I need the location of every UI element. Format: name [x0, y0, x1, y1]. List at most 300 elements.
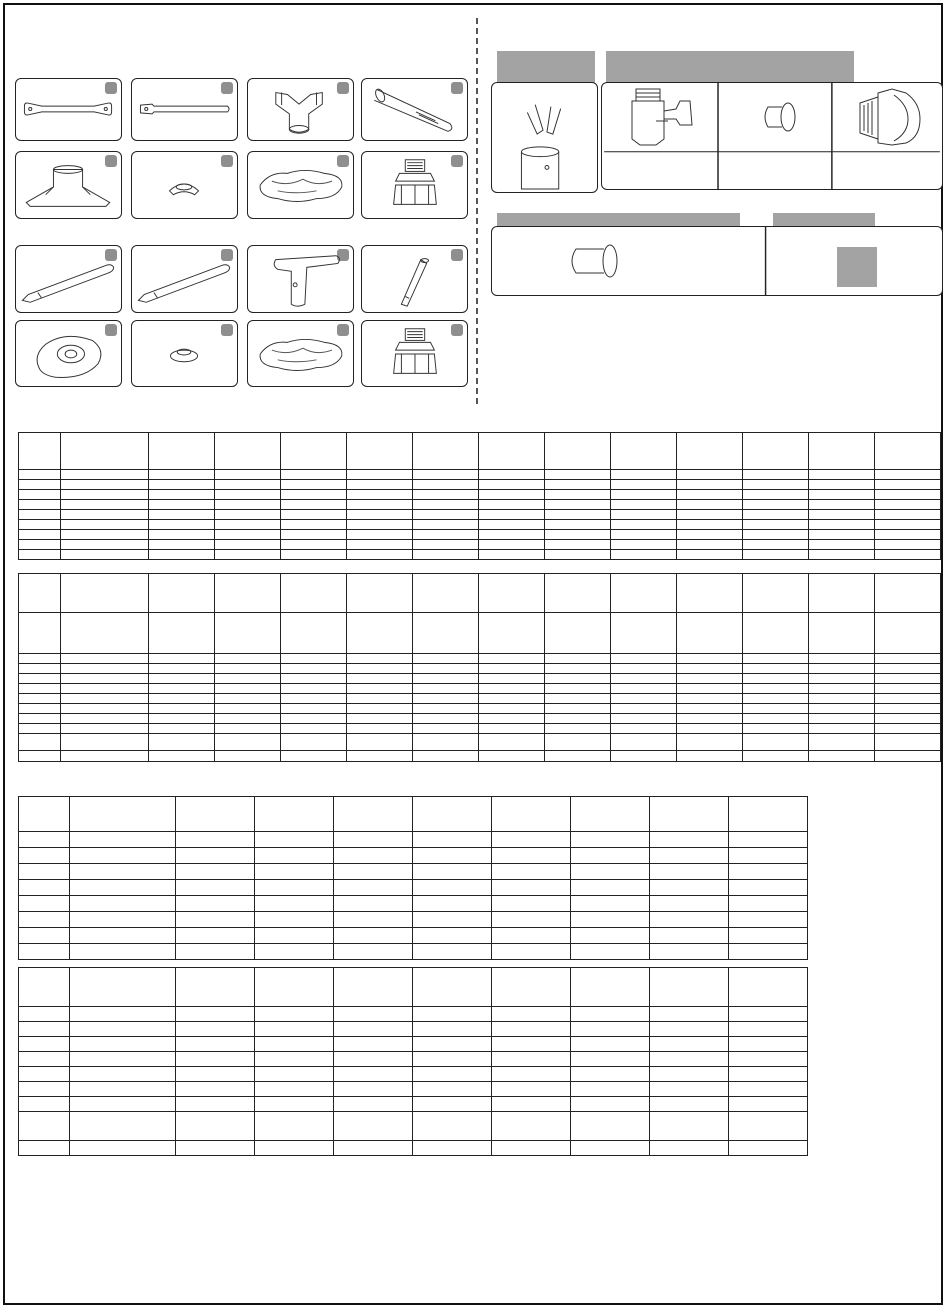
table-cell: [334, 912, 413, 928]
table-cell: [19, 664, 61, 674]
table-cell: [677, 664, 743, 674]
table-cell: [545, 734, 611, 751]
table-cell: [61, 530, 149, 540]
table-cell: [809, 684, 875, 694]
table-cell: [875, 433, 941, 470]
table-cell: [413, 880, 492, 896]
table-row: [19, 490, 941, 500]
table-cell: [61, 510, 149, 520]
table-cell: [255, 1037, 334, 1052]
table-cell: [149, 674, 215, 684]
table-cell: [650, 1052, 729, 1067]
table-cell: [809, 694, 875, 704]
table-cell: [677, 500, 743, 510]
table-cell: [19, 674, 61, 684]
table-cell: [413, 654, 479, 664]
table-cell: [743, 530, 809, 540]
table-cell: [255, 880, 334, 896]
table-cell: [479, 490, 545, 500]
table-row: [19, 751, 941, 762]
table-cell: [255, 1097, 334, 1112]
table-cell: [479, 724, 545, 734]
table-cell: [70, 1052, 176, 1067]
table-cell: [611, 520, 677, 530]
table-cell: [611, 664, 677, 674]
table-cell: [729, 968, 808, 1007]
table-cell: [255, 797, 334, 832]
table-cell: [492, 1141, 571, 1156]
table-cell: [149, 470, 215, 480]
vertical-leg-icon: [362, 246, 467, 312]
table-cell: [809, 724, 875, 734]
table-cell: [176, 1022, 255, 1037]
table-cell: [413, 664, 479, 674]
dashed-divider: [476, 18, 478, 404]
table-cell: [650, 1112, 729, 1141]
table-cell: [677, 490, 743, 500]
table-cell: [334, 968, 413, 1007]
table-cell: [334, 864, 413, 880]
table-cell: [61, 674, 149, 684]
table-cell: [334, 1007, 413, 1022]
table-cell: [809, 500, 875, 510]
table-cell: [149, 480, 215, 490]
table-cell: [545, 540, 611, 550]
table-cell: [743, 714, 809, 724]
table-cell: [70, 1037, 176, 1052]
table-cell: [479, 540, 545, 550]
table-cell: [19, 550, 61, 560]
table-cell: [334, 1022, 413, 1037]
table-cell: [19, 613, 61, 654]
table-cell: [347, 751, 413, 762]
horizontal-beam-icon: [16, 246, 121, 312]
table-cell: [571, 1052, 650, 1067]
table-cell: [809, 704, 875, 714]
table-cell: [479, 500, 545, 510]
pool-liner-icon: [248, 321, 353, 386]
table-cell: [611, 613, 677, 654]
table-cell: [281, 550, 347, 560]
table-cell: [334, 896, 413, 912]
table-cell: [743, 520, 809, 530]
table-cell: [479, 510, 545, 520]
part-card: [131, 78, 238, 141]
table-cell: [650, 1082, 729, 1097]
table-cell: [413, 864, 492, 880]
table-cell: [281, 433, 347, 470]
table-cell: [729, 928, 808, 944]
table-cell: [479, 694, 545, 704]
table-cell: [743, 724, 809, 734]
table-cell: [347, 500, 413, 510]
table-cell: [281, 664, 347, 674]
table-cell: [413, 724, 479, 734]
table-cell: [875, 500, 941, 510]
table-cell: [611, 751, 677, 762]
table-cell: [149, 734, 215, 751]
part-card: [361, 245, 468, 313]
table-cell: [61, 704, 149, 714]
table-cell: [413, 674, 479, 684]
table-cell: [176, 896, 255, 912]
table-cell: [492, 1037, 571, 1052]
table-row: [19, 1067, 808, 1082]
table-cell: [70, 896, 176, 912]
drain-valve-icon: [362, 321, 467, 386]
table-cell: [492, 797, 571, 832]
accessory-panel-valves: [601, 82, 943, 190]
table-cell: [149, 654, 215, 664]
table-cell: [571, 912, 650, 928]
table-cell: [875, 684, 941, 694]
table-cell: [281, 500, 347, 510]
table-row: [19, 510, 941, 520]
table-cell: [611, 470, 677, 480]
table-cell: [281, 490, 347, 500]
table-cell: [611, 654, 677, 664]
table-cell: [19, 480, 61, 490]
table-cell: [611, 510, 677, 520]
table-cell: [19, 832, 70, 848]
table-cell: [875, 470, 941, 480]
table-cell: [875, 674, 941, 684]
table-cell: [809, 470, 875, 480]
table-cell: [809, 510, 875, 520]
table-cell: [545, 664, 611, 674]
table-cell: [492, 1082, 571, 1097]
table-cell: [611, 500, 677, 510]
table-cell: [677, 734, 743, 751]
table-cell: [19, 944, 70, 960]
table-cell: [545, 714, 611, 724]
table-cell: [19, 714, 61, 724]
table-cell: [809, 714, 875, 724]
table-cell: [809, 540, 875, 550]
table-cell: [70, 1112, 176, 1141]
table-cell: [611, 704, 677, 714]
table-cell: [479, 684, 545, 694]
leg-sleeve-icon: [362, 79, 467, 140]
table-cell: [281, 470, 347, 480]
table-cell: [875, 734, 941, 751]
table-cell: [650, 1022, 729, 1037]
table-cell: [19, 1082, 70, 1097]
table-cell: [479, 550, 545, 560]
table-cell: [70, 1007, 176, 1022]
table-cell: [149, 574, 215, 613]
table-cell: [19, 1067, 70, 1082]
part-card: [131, 320, 238, 387]
table-cell: [70, 864, 176, 880]
table-cell: [571, 848, 650, 864]
table-header-row: [19, 574, 941, 613]
table-cell: [479, 654, 545, 664]
table-cell: [19, 724, 61, 734]
table-cell: [19, 694, 61, 704]
table-cell: [347, 704, 413, 714]
table-cell: [677, 714, 743, 724]
table-cell: [611, 490, 677, 500]
table-cell: [611, 540, 677, 550]
table-cell: [413, 1052, 492, 1067]
table-cell: [809, 530, 875, 540]
part-card: [15, 245, 122, 313]
table-cell: [413, 684, 479, 694]
strainer-connector-icon: [718, 83, 834, 153]
table-cell: [875, 664, 941, 674]
table-cell: [61, 714, 149, 724]
table-cell: [413, 1022, 492, 1037]
table-cell: [149, 613, 215, 654]
table-cell: [492, 928, 571, 944]
panel-header: [606, 51, 854, 83]
table-cell: [70, 1022, 176, 1037]
table-cell: [729, 1022, 808, 1037]
table-cell: [61, 724, 149, 734]
table-cell: [176, 1112, 255, 1141]
table-cell: [611, 694, 677, 704]
table-row: [19, 470, 941, 480]
table-cell: [61, 734, 149, 751]
table-cell: [743, 510, 809, 520]
table-cell: [413, 694, 479, 704]
table-cell: [149, 704, 215, 714]
table-cell: [545, 550, 611, 560]
table-cell: [255, 1007, 334, 1022]
table-cell: [413, 832, 492, 848]
table-cell: [677, 704, 743, 714]
table-cell: [334, 797, 413, 832]
table-cell: [413, 797, 492, 832]
table-cell: [743, 550, 809, 560]
table-cell: [413, 510, 479, 520]
table-row: [19, 674, 941, 684]
table-row: [19, 704, 941, 714]
table-cell: [215, 490, 281, 500]
table-cell: [149, 530, 215, 540]
table-cell: [650, 797, 729, 832]
table-cell: [729, 912, 808, 928]
spec-table: [18, 573, 941, 762]
gray-square-icon: [837, 247, 877, 287]
table-cell: [413, 968, 492, 1007]
part-card: [361, 78, 468, 141]
table-cell: [729, 944, 808, 960]
table-cell: [347, 674, 413, 684]
table-cell: [875, 490, 941, 500]
table-cell: [61, 520, 149, 530]
table-cell: [19, 1022, 70, 1037]
table-cell: [149, 724, 215, 734]
table-cell: [743, 574, 809, 613]
part-card: [247, 320, 354, 387]
table-cell: [347, 510, 413, 520]
table-row: [19, 530, 941, 540]
table-row: [19, 654, 941, 664]
table-cell: [729, 848, 808, 864]
table-cell: [255, 912, 334, 928]
table-cell: [743, 734, 809, 751]
table-cell: [650, 944, 729, 960]
table-cell: [413, 540, 479, 550]
drain-valve-icon: [362, 152, 467, 218]
table-cell: [875, 694, 941, 704]
table-cell: [215, 734, 281, 751]
table-cell: [545, 654, 611, 664]
table-cell: [19, 654, 61, 664]
table-cell: [413, 550, 479, 560]
table-cell: [492, 864, 571, 880]
table-cell: [413, 1112, 492, 1141]
table-cell: [677, 530, 743, 540]
table-cell: [875, 654, 941, 664]
table-cell: [413, 714, 479, 724]
table-cell: [334, 1141, 413, 1156]
table-cell: [149, 714, 215, 724]
table-cell: [809, 480, 875, 490]
table-cell: [176, 832, 255, 848]
table-cell: [149, 694, 215, 704]
table-row: [19, 912, 808, 928]
table-cell: [281, 480, 347, 490]
table-cell: [729, 880, 808, 896]
table-cell: [743, 664, 809, 674]
table-row: [19, 1052, 808, 1067]
table-cell: [875, 714, 941, 724]
table-row: [19, 1082, 808, 1097]
table-cell: [743, 433, 809, 470]
table-cell: [215, 654, 281, 664]
table-cell: [571, 1037, 650, 1052]
table-cell: [729, 1067, 808, 1082]
table-row: [19, 1022, 808, 1037]
table-cell: [413, 704, 479, 714]
table-cell: [571, 1112, 650, 1141]
table-cell: [347, 734, 413, 751]
table-cell: [19, 734, 61, 751]
table-cell: [281, 714, 347, 724]
table-cell: [729, 1037, 808, 1052]
table-cell: [677, 684, 743, 694]
table-cell: [19, 751, 61, 762]
table-cell: [70, 797, 176, 832]
table-cell: [875, 540, 941, 550]
table-row: [19, 1112, 808, 1141]
table-cell: [176, 848, 255, 864]
table-cell: [875, 520, 941, 530]
leg-base-icon: [16, 152, 121, 218]
table-cell: [347, 714, 413, 724]
table-cell: [492, 896, 571, 912]
table-cell: [255, 1022, 334, 1037]
table-cell: [215, 470, 281, 480]
table-cell: [19, 1141, 70, 1156]
table-cell: [809, 734, 875, 751]
table-cell: [281, 654, 347, 664]
table-cell: [809, 664, 875, 674]
table-cell: [19, 797, 70, 832]
table-cell: [347, 540, 413, 550]
horizontal-beam-icon: [132, 246, 237, 312]
table-cell: [809, 520, 875, 530]
table-cell: [571, 896, 650, 912]
table-cell: [809, 613, 875, 654]
table-cell: [215, 433, 281, 470]
table-cell: [492, 968, 571, 1007]
table-cell: [215, 684, 281, 694]
table-cell: [347, 684, 413, 694]
table-cell: [611, 433, 677, 470]
table-cell: [334, 1067, 413, 1082]
table-cell: [19, 968, 70, 1007]
table-cell: [650, 912, 729, 928]
table-cell: [677, 574, 743, 613]
table-cell: [479, 751, 545, 762]
table-cell: [875, 613, 941, 654]
table-cell: [479, 674, 545, 684]
table-cell: [413, 490, 479, 500]
table-cell: [149, 433, 215, 470]
table-cell: [571, 1097, 650, 1112]
table-cell: [176, 944, 255, 960]
table-cell: [19, 848, 70, 864]
table-cell: [176, 880, 255, 896]
inlet-outlet-fitting-icon: [834, 83, 943, 153]
table-cell: [545, 490, 611, 500]
table-cell: [149, 520, 215, 530]
table-cell: [215, 714, 281, 724]
table-cell: [281, 704, 347, 714]
table-cell: [176, 968, 255, 1007]
table-cell: [677, 724, 743, 734]
table-cell: [347, 613, 413, 654]
table-cell: [255, 1082, 334, 1097]
table-cell: [650, 896, 729, 912]
table-cell: [492, 832, 571, 848]
part-card: [247, 151, 354, 219]
table-cell: [545, 433, 611, 470]
table-cell: [334, 1037, 413, 1052]
table-cell: [875, 510, 941, 520]
accessory-panel-connector: [491, 226, 943, 296]
table-cell: [281, 734, 347, 751]
table-cell: [479, 704, 545, 714]
table-cell: [743, 694, 809, 704]
table-cell: [611, 480, 677, 490]
table-cell: [479, 530, 545, 540]
part-card: [131, 245, 238, 313]
table-cell: [215, 704, 281, 714]
table-cell: [347, 530, 413, 540]
table-cell: [677, 540, 743, 550]
table-cell: [19, 864, 70, 880]
table-cell: [743, 540, 809, 550]
table-cell: [571, 968, 650, 1007]
table-cell: [19, 1037, 70, 1052]
table-cell: [729, 1007, 808, 1022]
table-cell: [61, 550, 149, 560]
table-cell: [611, 574, 677, 613]
table-cell: [149, 751, 215, 762]
table-cell: [215, 480, 281, 490]
table-cell: [492, 912, 571, 928]
part-card: [15, 78, 122, 141]
table-cell: [255, 848, 334, 864]
t-joint-icon: [248, 79, 353, 140]
table-cell: [215, 751, 281, 762]
table-cell: [545, 480, 611, 490]
